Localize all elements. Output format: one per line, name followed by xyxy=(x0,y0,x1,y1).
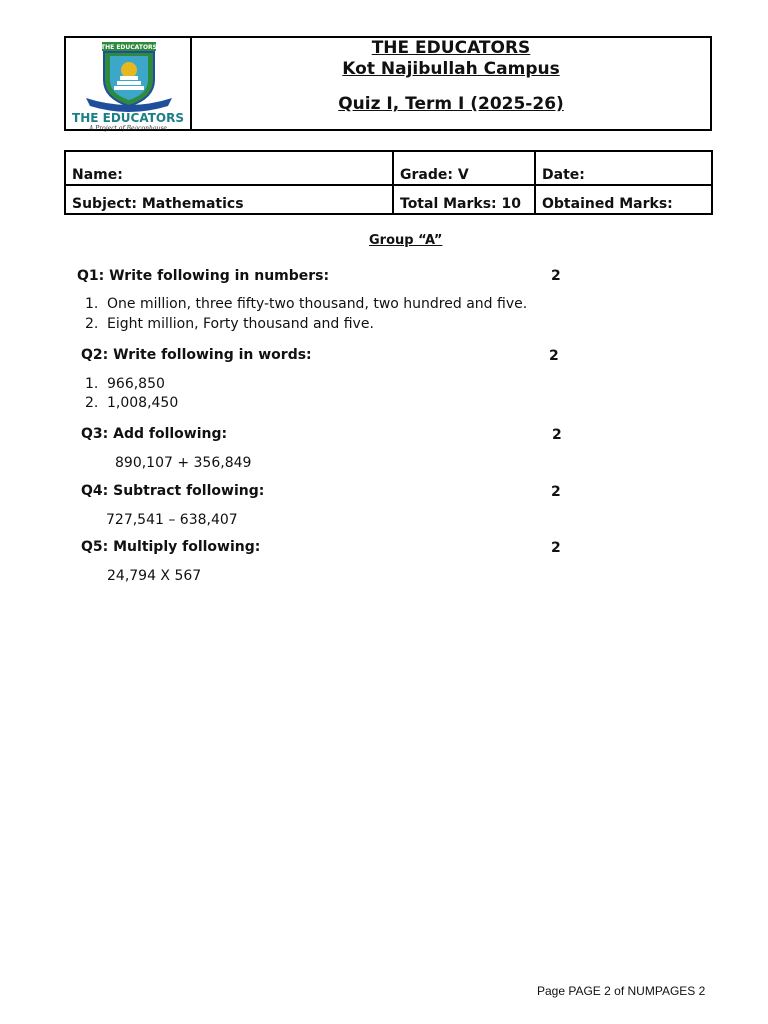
quiz-title: Quiz I, Term I (2025-26) xyxy=(338,94,564,114)
item-number: 2. xyxy=(85,395,99,411)
name-cell[interactable]: Name: xyxy=(65,151,393,185)
question-title: Q2: Write following in words: xyxy=(81,347,312,363)
question-title: Q3: Add following: xyxy=(81,426,228,442)
question-marks: 2 xyxy=(551,484,561,500)
logo-name: THE EDUCATORS xyxy=(72,111,184,125)
list-item: 966,850 xyxy=(107,376,165,392)
question-marks: 2 xyxy=(549,348,559,364)
question-marks: 2 xyxy=(551,268,561,284)
math-expression: 727,541 – 638,407 xyxy=(106,512,238,528)
logo-banner-text: THE EDUCATORS xyxy=(101,44,157,51)
item-number: 1. xyxy=(85,296,99,312)
logo-cell xyxy=(66,38,192,132)
student-info-table xyxy=(64,150,713,215)
page-footer: Page PAGE 2 of NUMPAGES 2 xyxy=(537,984,706,998)
list-item: One million, three fifty-two thousand, two hundred and five. xyxy=(107,296,528,312)
question-marks: 2 xyxy=(551,540,561,556)
question-title: Q1: Write following in numbers: xyxy=(77,268,330,284)
title-cell xyxy=(192,38,710,129)
group-title: Group “A” xyxy=(369,233,443,248)
item-number: 2. xyxy=(85,316,99,332)
subject-cell: Subject: Mathematics xyxy=(65,185,393,214)
total-marks-cell: Total Marks: 10 xyxy=(393,185,535,214)
campus-name: Kot Najibullah Campus xyxy=(342,59,560,79)
info-row xyxy=(65,151,712,185)
school-logo-icon xyxy=(80,40,178,112)
date-cell[interactable]: Date: xyxy=(535,151,712,185)
math-expression: 24,794 X 567 xyxy=(107,568,202,584)
info-row xyxy=(65,185,712,214)
header-box xyxy=(64,36,712,131)
grade-cell: Grade: V xyxy=(393,151,535,185)
list-item: Eight million, Forty thousand and five. xyxy=(107,316,374,332)
question-marks: 2 xyxy=(552,427,562,443)
obtained-marks-cell[interactable]: Obtained Marks: xyxy=(535,185,712,214)
question-title: Q5: Multiply following: xyxy=(81,539,261,555)
school-name: THE EDUCATORS xyxy=(371,38,531,58)
question-title: Q4: Subtract following: xyxy=(81,483,265,499)
logo-subtitle: A Project of Beaconhouse xyxy=(89,125,167,132)
item-number: 1. xyxy=(85,376,99,392)
list-item: 1,008,450 xyxy=(107,395,179,411)
math-expression: 890,107 + 356,849 xyxy=(115,455,252,471)
